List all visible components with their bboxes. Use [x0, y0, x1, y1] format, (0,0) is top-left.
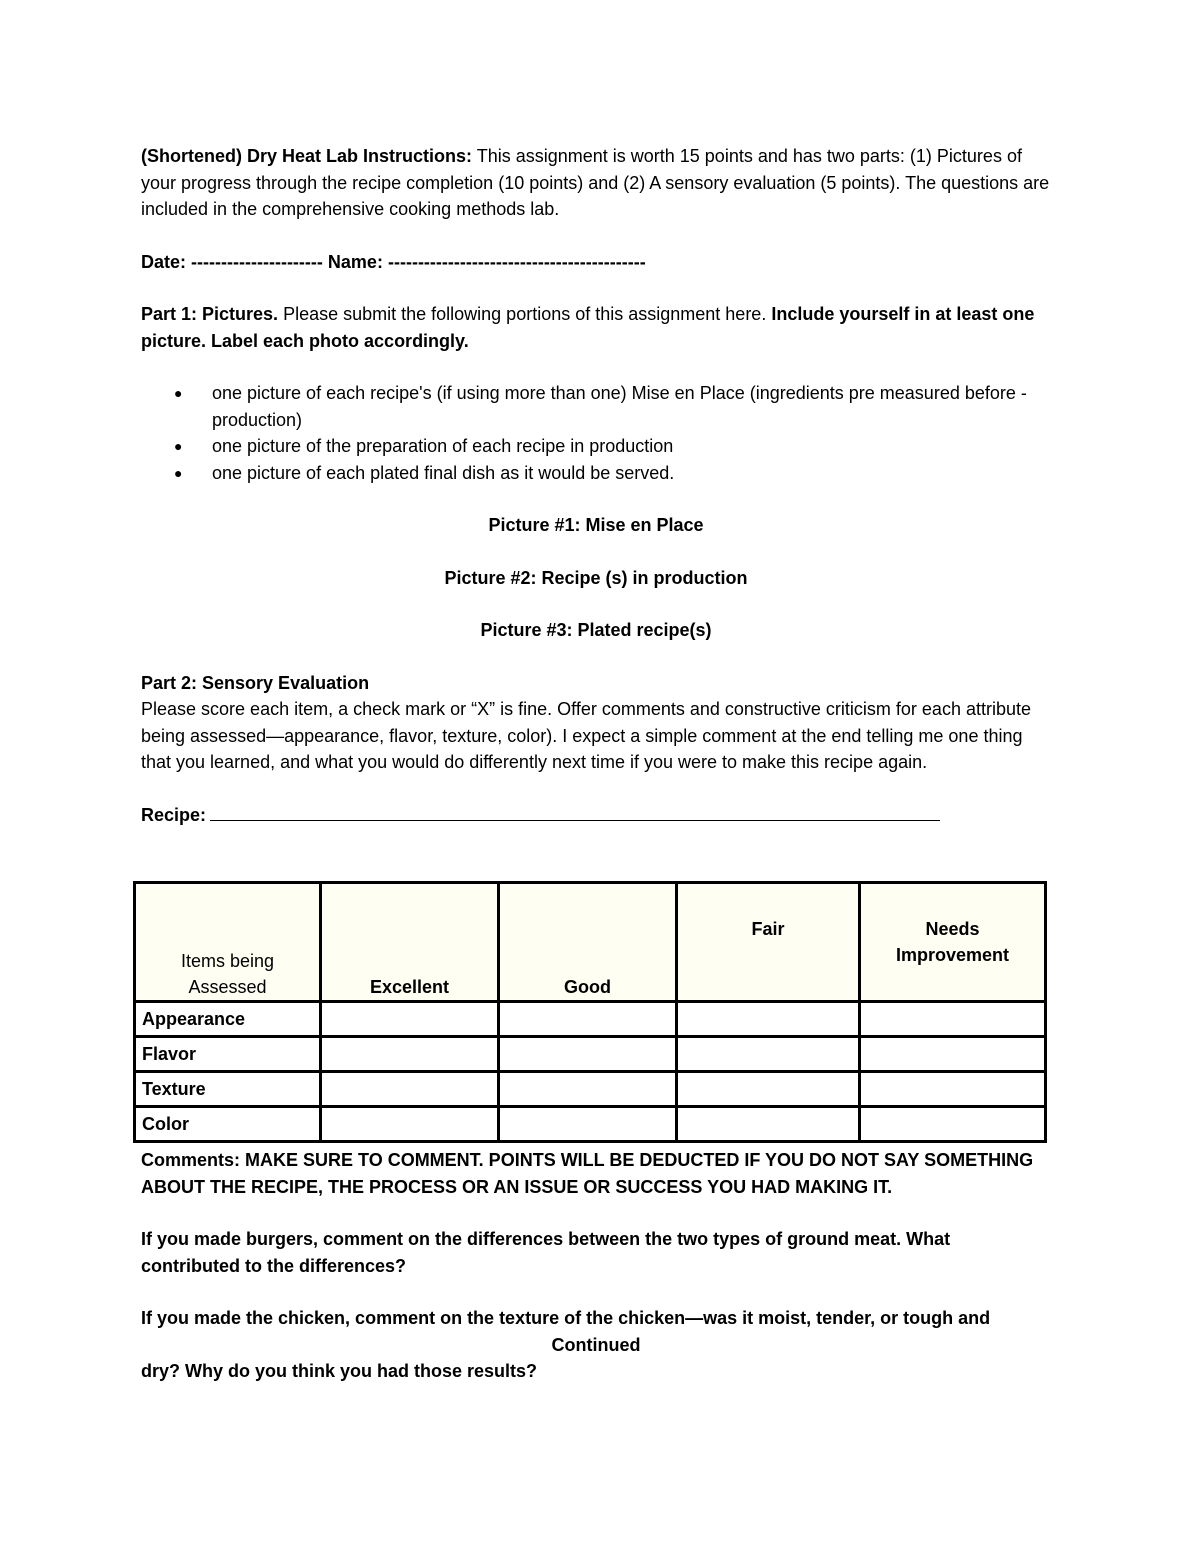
score-cell[interactable] — [499, 1072, 677, 1107]
score-cell[interactable] — [321, 1037, 499, 1072]
header-excellent: Excellent — [321, 883, 499, 1002]
bullet-icon: ● — [174, 438, 183, 454]
table-header-row — [135, 883, 1046, 1002]
score-cell[interactable] — [677, 1002, 860, 1037]
table-row — [135, 1107, 1046, 1142]
comments-instruction: Comments: MAKE SURE TO COMMENT. POINTS WILL BE DEDUCTED IF YOU DO NOT SAY SOMETHING ABOUT THE RECIPE, THE PROCESS OR AN ISSUE OR SUCCESS YOU HAD MAKING IT. — [141, 1150, 1034, 1197]
score-cell[interactable] — [499, 1107, 677, 1142]
picture-requirements-list — [141, 380, 1051, 486]
continued-marker: Continued — [551, 1334, 641, 1355]
score-cell[interactable] — [321, 1072, 499, 1107]
score-cell[interactable] — [321, 1002, 499, 1037]
score-cell[interactable] — [860, 1037, 1046, 1072]
score-cell[interactable] — [499, 1037, 677, 1072]
part1-label: Part 1: Pictures. — [141, 304, 279, 324]
name-field: ------------------------------------------- — [387, 251, 646, 272]
score-cell[interactable] — [860, 1072, 1046, 1107]
row-label: Color — [135, 1107, 321, 1142]
recipe-label: Recipe: — [141, 804, 207, 825]
recipe-input-line[interactable] — [210, 804, 940, 821]
table-row — [135, 1072, 1046, 1107]
score-cell[interactable] — [677, 1107, 860, 1142]
part1-paragraph — [141, 301, 1051, 354]
part1-emphasis: Include yourself in at least one picture. Label each photo accordingly. — [141, 304, 1035, 351]
intro-paragraph — [141, 143, 1051, 223]
intro-text: This assignment is worth 15 points and has two parts: (1) Pictures of your progress through the recipe completion (10 points) and (2) A sensory evaluation (5 points). The questions are included in the comprehensive cooking methods lab. — [141, 146, 1050, 219]
header-fair: Fair — [677, 883, 860, 1002]
part2-heading: Part 2: Sensory Evaluation — [141, 672, 370, 693]
picture-2-heading: Picture #2: Recipe (s) in production — [444, 567, 748, 588]
recipe-line — [141, 802, 1051, 829]
name-label: Name: — [327, 251, 383, 272]
picture-3-heading: Picture #3: Plated recipe(s) — [480, 620, 712, 640]
date-field: ---------------------- — [191, 251, 323, 272]
score-cell[interactable] — [860, 1002, 1046, 1037]
row-label: Flavor — [135, 1037, 321, 1072]
row-label: Texture — [135, 1072, 321, 1107]
intro-title: (Shortened) Dry Heat Lab Instructions: — [141, 146, 473, 166]
header-needs-improvement: Needs Improvement — [860, 883, 1046, 1002]
list-item: ● one picture of the preparation of each recipe in production — [141, 433, 1051, 460]
header-items-assessed: Items being Assessed — [135, 883, 321, 1002]
part2-text: Please score each item, a check mark or “X” is fine. Offer comments and constructive criticism for each attribute being assessed—appearance, flavor, texture, color). I expect a simple comment at the end telling me one thing that you learned, and what you would do differently next time if you were to make this recipe again. — [141, 699, 1031, 772]
score-cell[interactable] — [677, 1037, 860, 1072]
chicken-question-end: dry? Why do you think you had those results? — [141, 1361, 538, 1381]
bullet-icon: ● — [174, 385, 183, 401]
row-label: Appearance — [135, 1002, 321, 1037]
table-row — [135, 1037, 1046, 1072]
score-cell[interactable] — [499, 1002, 677, 1037]
part1-text: Please submit the following portions of this assignment here. — [278, 304, 772, 324]
header-good: Good — [499, 883, 677, 1002]
list-item: ● one picture of each plated final dish as it would be served. — [141, 460, 1051, 487]
date-name-line — [141, 249, 1051, 276]
chicken-question: If you made the chicken, comment on the texture of the chicken—was it moist, tender, or tough and — [141, 1308, 991, 1328]
comments-section — [141, 1147, 1051, 1385]
list-item: ● one picture of each recipe's (if using more than one) Mise en Place (ingredients pre measured before -production) — [141, 380, 1051, 433]
sensory-evaluation-table — [133, 881, 1047, 1143]
score-cell[interactable] — [860, 1107, 1046, 1142]
score-cell[interactable] — [677, 1072, 860, 1107]
date-label: Date: — [141, 251, 187, 272]
score-cell[interactable] — [321, 1107, 499, 1142]
picture-1-heading: Picture #1: Mise en Place — [488, 515, 704, 535]
document-body — [141, 143, 1051, 828]
burgers-question: If you made burgers, comment on the differences between the two types of ground meat. What contributed to the differences? — [141, 1229, 951, 1276]
bullet-icon: ● — [174, 464, 183, 481]
table-row — [135, 1002, 1046, 1037]
